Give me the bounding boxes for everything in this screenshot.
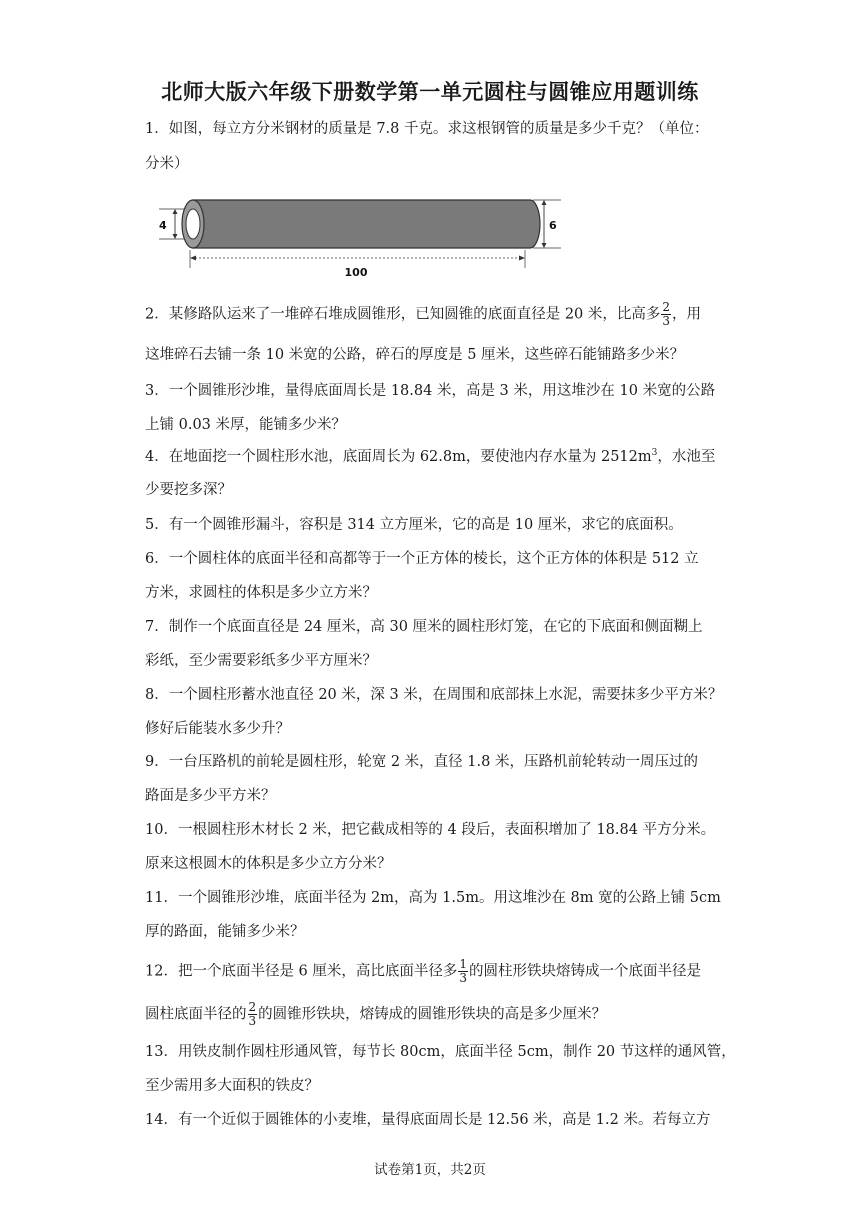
question-2-text-b: ，用 (672, 306, 702, 323)
outer-diameter-label: 6 (549, 219, 557, 232)
question-10-line-2: 原来这根圆木的体积是多少立方分米？ (145, 856, 392, 872)
question-4-line-1: 4．在地面挖一个圆柱形水池，底面周长为 62.8m，要使池内存水量为 $2512m^3$，水池至 (145, 448, 716, 465)
question-9-line-1: 9．一台压路机的前轮是圆柱形，轮宽 2 米，直径 1.8 米，压路机前轮转动一周压过的 (145, 754, 698, 770)
inner-diameter-label: 4 (159, 219, 167, 232)
question-6-line-1: 6．一个圆柱体的底面半径和高都等于一个正方体的棱长，这个正方体的体积是 512 立 (145, 551, 699, 567)
question-11-line-2: 厚的路面，能铺多少米？ (145, 924, 305, 940)
question-12-line-2: 圆柱底面半径的 $\frac{2}{3}$ 的圆锥形铁块，熔铸成的圆锥形铁块的高是多少厘米？ (145, 1000, 607, 1028)
question-2-line-2: 这堆碎石去铺一条 10 米宽的公路，碎石的厚度是 5 厘米，这些碎石能铺路多少米？ (145, 347, 685, 363)
question-13-line-2: 至少需用多大面积的铁皮？ (145, 1078, 319, 1094)
question-9-line-2: 路面是多少平方米？ (145, 788, 276, 804)
question-2-line-1 (145, 301, 701, 328)
pipe-body (193, 200, 540, 248)
fraction-one-third: $\frac{1}{3}$ (459, 957, 468, 985)
question-1-line-1: 1．如图，每立方分米钢材的质量是 7.8 千克。求这根钢管的质量是多少千克？（单位： (145, 121, 709, 137)
question-6-line-2: 方米，求圆柱的体积是多少立方米？ (145, 585, 377, 601)
steel-pipe-diagram (145, 188, 565, 280)
question-12-line-1: 12．把一个底面半径是 6 厘米，高比底面半径多 $\frac{1}{3}$ 的圆柱形铁块熔铸成一个底面半径是 (145, 957, 702, 985)
question-14-line-1: 14．有一个近似于圆锥体的小麦堆，量得底面周长是 12.56 米，高是 1.2 米。若每立方 (145, 1112, 711, 1128)
length-label: 100 (344, 266, 368, 279)
question-10-line-1: 10．一根圆柱形木材长 2 米，把它截成相等的 4 段后，表面积增加了 18.84 平方分米。 (145, 822, 716, 838)
fraction-two-thirds-b: $\frac{2}{3}$ (248, 1000, 257, 1028)
question-1-line-2: 分米） (145, 156, 189, 172)
question-7-line-2: 彩纸，至少需要彩纸多少平方厘米？ (145, 653, 377, 669)
cubic-meter-unit: $m^3$ (637, 448, 658, 465)
fraction-two-thirds: $\frac{2}{3}$ (662, 300, 671, 328)
question-8-line-2: 修好后能装水多少升？ (145, 721, 290, 737)
question-5-line-1: 5．有一个圆锥形漏斗，容积是 314 立方厘米，它的高是 10 厘米，求它的底面积。 (145, 517, 683, 533)
question-7-line-1: 7．制作一个底面直径是 24 厘米，高 30 厘米的圆柱形灯笼，在它的下底面和侧面糊上 (145, 619, 703, 635)
question-8-line-1: 8．一个圆柱形蓄水池直径 20 米，深 3 米，在周围和底部抹上水泥，需要抹多少平方米？ (145, 687, 723, 703)
question-13-line-1: 13．用铁皮制作圆柱形通风管，每节长 80cm，底面半径 5cm，制作 20 节这样的通风管， (145, 1044, 736, 1060)
page-title: 北师大版六年级下册数学第一单元圆柱与圆锥应用题训练 (161, 80, 699, 104)
pipe-inner-hole (186, 209, 200, 239)
question-4-line-2: 少要挖多深？ (145, 482, 232, 498)
question-3-line-2: 上铺 0.03 米厚，能铺多少米？ (145, 417, 347, 433)
question-3-line-1: 3．一个圆锥形沙堆，量得底面周长是 18.84 米，高是 3 米，用这堆沙在 10 米宽的公路 (145, 383, 716, 399)
question-2-text-a: 2．某修路队运来了一堆碎石堆成圆锥形，已知圆锥的底面直径是 20 米，比高多 (145, 306, 661, 323)
page-footer: 试卷第1页，共2页 (374, 1162, 486, 1178)
question-11-line-1: 11．一个圆锥形沙堆，底面半径为 2m，高为 1.5m。用这堆沙在 8m 宽的公路上铺 5cm (145, 890, 721, 906)
